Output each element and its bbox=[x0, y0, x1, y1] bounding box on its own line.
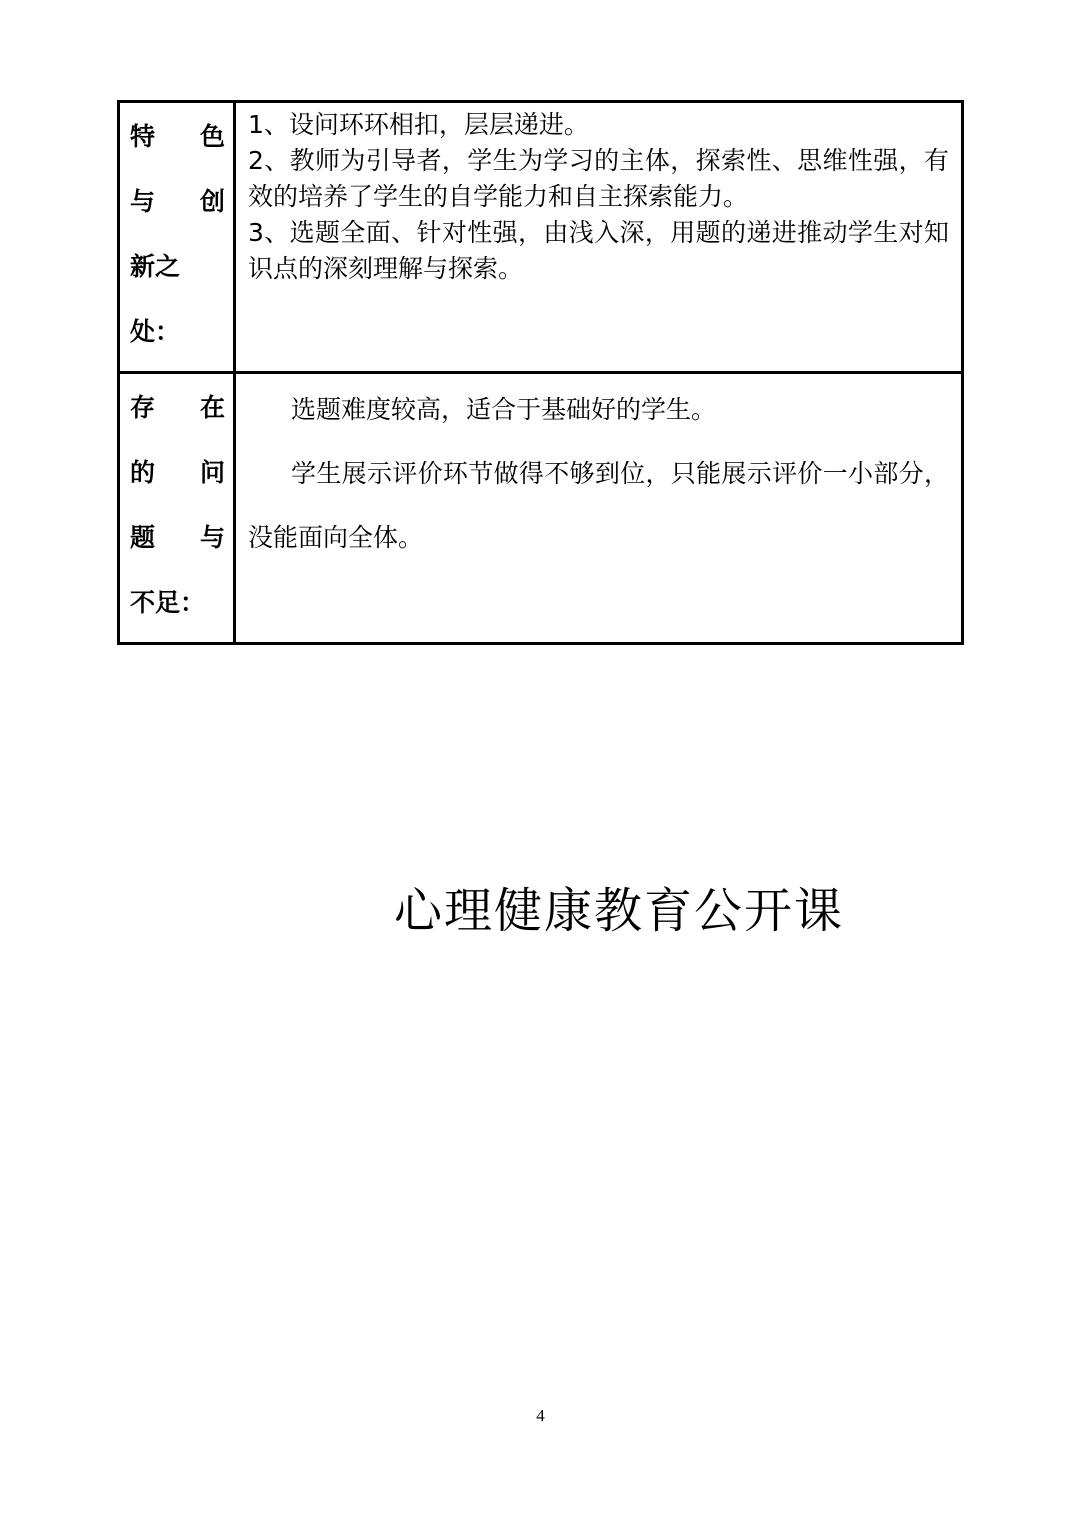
label-line bbox=[130, 382, 225, 447]
label-char: 不足： bbox=[130, 588, 206, 617]
label-line bbox=[130, 577, 225, 642]
feature-item: 1、设问环环相扣，层层递进。 bbox=[248, 110, 589, 139]
page-number: 4 bbox=[536, 1406, 545, 1425]
label-char: 创 bbox=[199, 187, 225, 216]
feature-item: 3、选题全面、针对性强，由浅入深，用题的递进推动学生对知识点的深刻理解与探索。 bbox=[248, 218, 949, 283]
label-char: 问 bbox=[199, 458, 225, 487]
label-line bbox=[130, 176, 225, 241]
problems-label-cell bbox=[119, 373, 235, 644]
label-char: 特 bbox=[130, 122, 156, 151]
features-label-cell bbox=[119, 102, 235, 373]
problem-paragraph: 学生展示评价环节做得不够到位，只能展示评价一小部分，没能面向全体。 bbox=[248, 459, 949, 552]
label-line bbox=[130, 241, 225, 306]
label-line bbox=[130, 447, 225, 512]
label-char: 在 bbox=[199, 393, 225, 422]
table-row-features bbox=[119, 102, 963, 373]
label-char: 与 bbox=[199, 523, 225, 552]
label-char: 的 bbox=[130, 458, 156, 487]
label-char: 处： bbox=[130, 317, 181, 346]
page-title: 心理健康教育公开课 bbox=[393, 883, 844, 939]
label-char: 题 bbox=[130, 523, 156, 552]
label-char: 存 bbox=[130, 393, 156, 422]
problem-paragraph: 选题难度较高，适合于基础好的学生。 bbox=[291, 395, 717, 424]
label-line bbox=[130, 111, 225, 176]
table-row-problems bbox=[119, 373, 963, 644]
label-line bbox=[130, 306, 225, 371]
label-line bbox=[130, 512, 225, 577]
evaluation-table bbox=[117, 100, 964, 645]
label-char: 新之 bbox=[130, 252, 181, 281]
features-content-cell bbox=[235, 102, 963, 373]
label-char: 与 bbox=[130, 187, 156, 216]
label-char: 色 bbox=[199, 122, 225, 151]
problems-content-cell bbox=[235, 373, 963, 644]
feature-item: 2、教师为引导者，学生为学习的主体，探索性、思维性强，有效的培养了学生的自学能力和自主探索能力。 bbox=[248, 146, 949, 211]
